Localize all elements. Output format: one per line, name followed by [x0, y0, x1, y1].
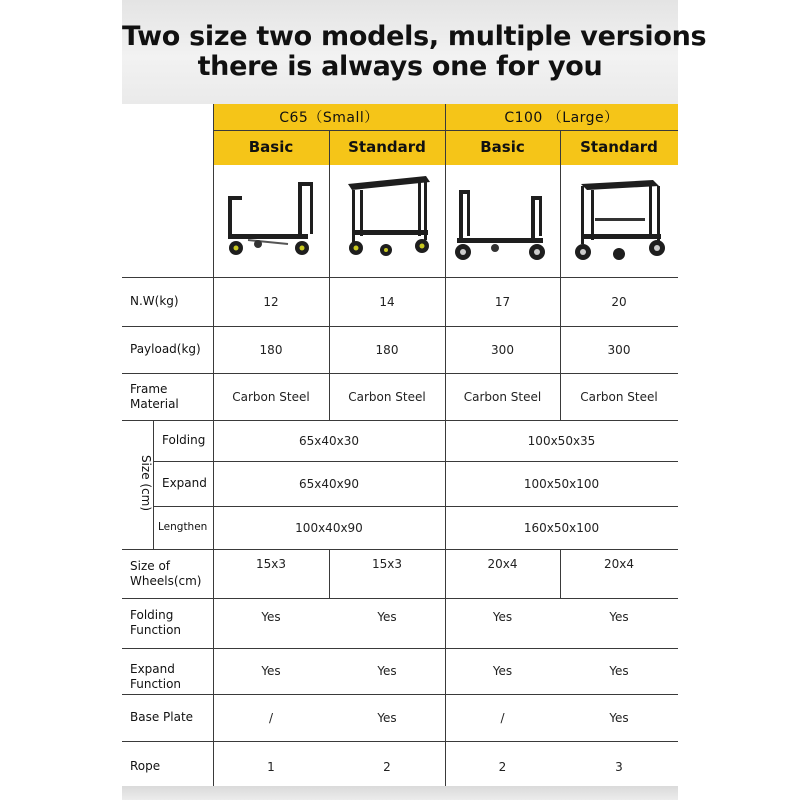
row-label-payload: Payload(kg): [130, 342, 201, 356]
heading-line-2: there is always one for you: [197, 51, 603, 82]
nw-c100-basic: 17: [494, 294, 511, 309]
payload-c65-standard: 180: [375, 342, 399, 357]
row-label-rope: Rope: [130, 759, 161, 773]
row-label-expand-fn-line1: Expand: [130, 662, 175, 676]
size-lengthen-c100: 160x50x100: [523, 520, 600, 535]
size-expand-c65: 65x40x90: [298, 476, 359, 491]
row-label-wheels-line1: Size of: [130, 558, 171, 573]
version-header-c65-standard: Standard: [348, 138, 426, 156]
nw-c100-standard: 20: [611, 294, 627, 309]
expand-fn-c65-basic: Yes: [261, 664, 281, 678]
c65-standard-cart-image: [334, 170, 440, 262]
nw-c65-basic: 12: [263, 294, 279, 309]
rope-c100-standard: 3: [615, 759, 623, 774]
size-label-lengthen: Lengthen: [158, 521, 208, 533]
group-header-c100: C100 （Large）: [504, 110, 619, 126]
base-plate-c65-standard: Yes: [377, 710, 397, 725]
row-label-expand-fn-line2: Function: [130, 677, 182, 691]
row-label-wheels: [130, 549, 201, 598]
row-label-nw: N.W(kg): [130, 294, 179, 308]
c100-basic-cart-image: [449, 176, 555, 264]
version-header-c100-standard: Standard: [580, 138, 658, 156]
payload-c65-basic: 180: [259, 342, 283, 357]
frame-c65-standard: Carbon Steel: [348, 389, 426, 404]
group-header-c65: C65（Small）: [279, 110, 379, 126]
rope-c100-basic: 2: [498, 759, 507, 774]
row-label-frame-line2: Material: [130, 396, 179, 411]
rope-c65-standard: 2: [383, 759, 391, 774]
payload-c100-basic: 300: [491, 342, 514, 357]
size-expand-c100: 100x50x100: [523, 476, 600, 491]
wheels-c65-basic: 15x3: [255, 557, 286, 571]
spec-sheet: [122, 0, 707, 800]
c65-basic-cart-image: [218, 176, 324, 260]
expand-fn-c100-basic: Yes: [492, 664, 513, 678]
version-header-c100-basic: Basic: [480, 138, 525, 156]
size-folding-c100: 100x50x35: [527, 433, 596, 448]
folding-fn-c100-basic: Yes: [492, 610, 513, 624]
folding-fn-c65-basic: Yes: [261, 610, 281, 624]
payload-c100-standard: 300: [607, 342, 631, 357]
wheels-c100-basic: 20x4: [487, 557, 518, 571]
frame-c100-basic: Carbon Steel: [463, 389, 542, 404]
frame-c100-standard: Carbon Steel: [580, 389, 658, 404]
size-group-label: Size (cm): [139, 454, 153, 512]
row-label-expand-function: [130, 648, 181, 694]
heading-line-1: Two size two models, multiple versions: [122, 21, 707, 52]
frame-c65-basic: Carbon Steel: [232, 389, 310, 404]
size-label-expand: Expand: [162, 476, 207, 490]
wheels-c100-standard: 20x4: [603, 557, 634, 571]
comparison-table: [122, 104, 678, 792]
row-label-frame-material: [130, 373, 179, 420]
footer-band: [122, 786, 678, 800]
row-label-folding-fn-line2: Function: [130, 623, 182, 637]
c100-standard-cart-image: [565, 174, 673, 266]
row-label-base-plate: Base Plate: [130, 710, 194, 724]
row-label-frame-line1: Frame: [130, 381, 168, 396]
wheels-c65-standard: 15x3: [371, 557, 402, 571]
expand-fn-c65-standard: Yes: [377, 664, 397, 678]
folding-fn-c65-standard: Yes: [377, 610, 397, 624]
row-label-folding-fn-line1: Folding: [130, 608, 174, 622]
rope-c65-basic: 1: [267, 759, 275, 774]
heading-banner: [122, 0, 707, 104]
row-label-wheels-line2: Wheels(cm): [130, 573, 202, 588]
base-plate-c100-standard: Yes: [609, 710, 629, 725]
size-lengthen-c65: 100x40x90: [295, 520, 363, 535]
version-header-c65-basic: Basic: [248, 138, 294, 156]
size-label-folding: Folding: [162, 433, 206, 447]
size-folding-c65: 65x40x30: [298, 433, 359, 448]
nw-c65-standard: 14: [379, 294, 395, 309]
row-label-folding-function: [130, 598, 181, 648]
base-plate-c65-basic: /: [268, 710, 274, 725]
folding-fn-c100-standard: Yes: [609, 610, 629, 624]
base-plate-c100-basic: /: [500, 710, 505, 725]
expand-fn-c100-standard: Yes: [609, 664, 629, 678]
